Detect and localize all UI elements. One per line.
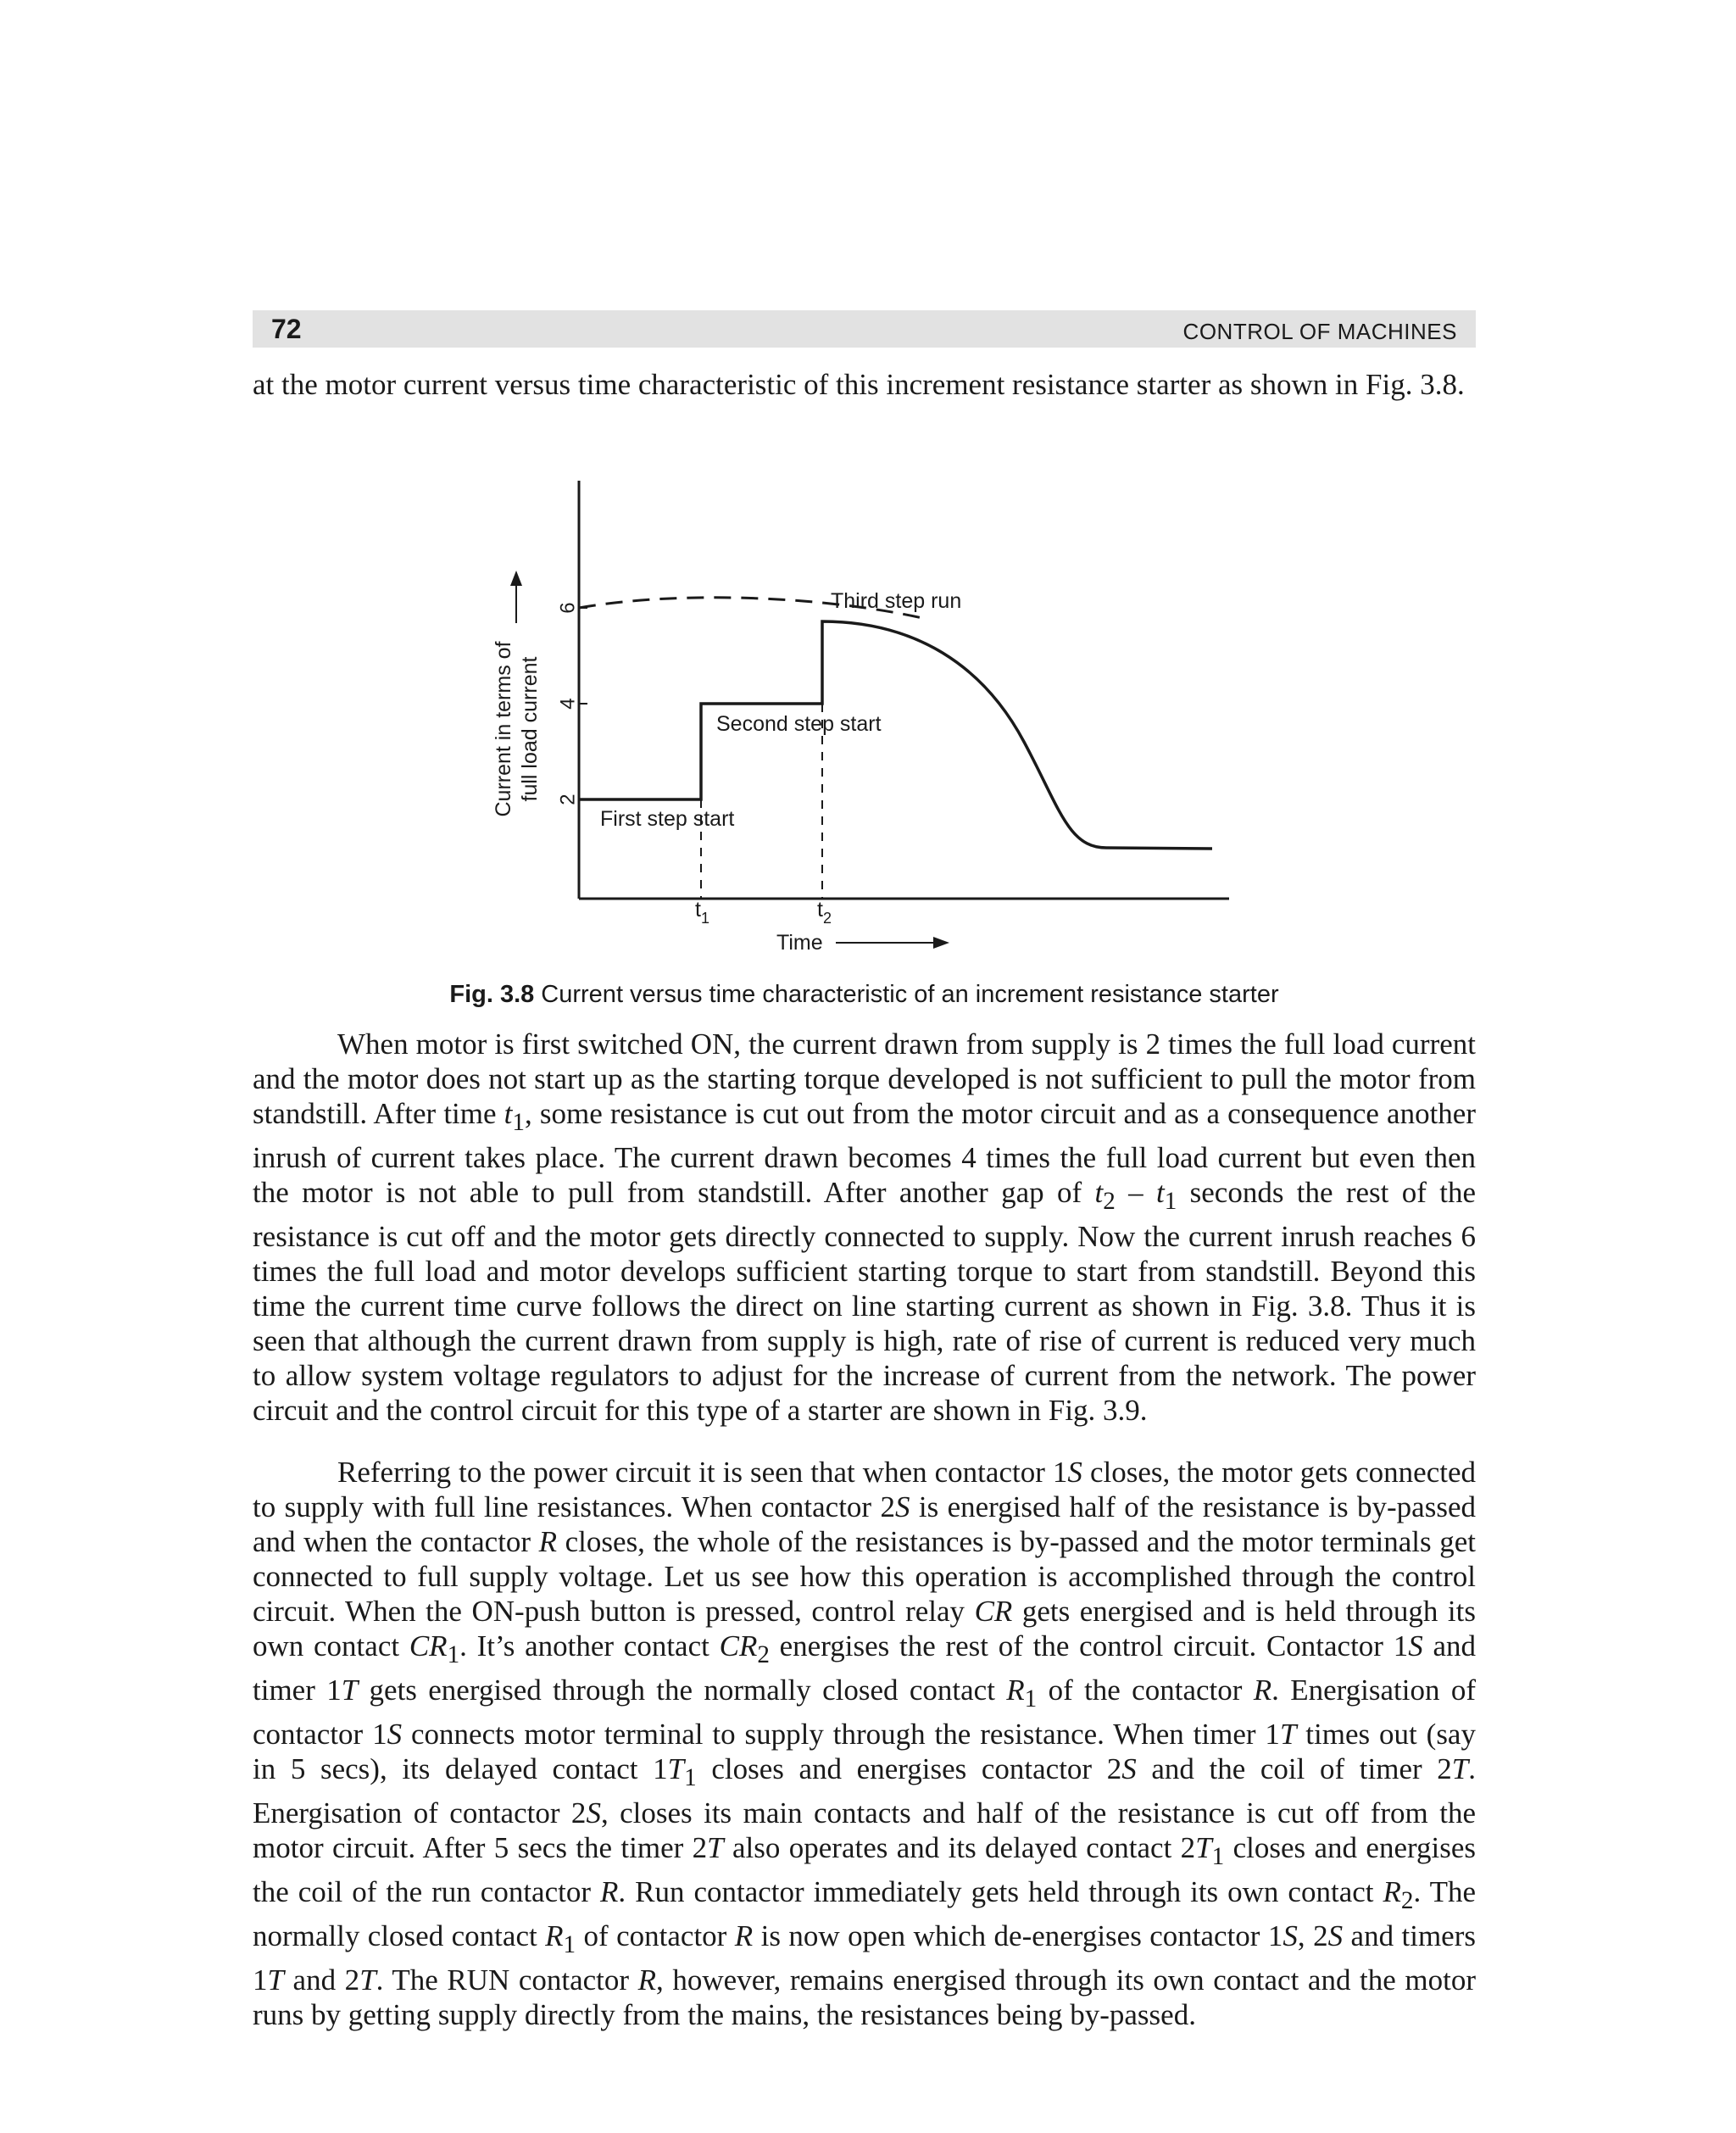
page-number: 72 <box>271 314 302 344</box>
running-header <box>253 310 1476 348</box>
figure-caption-text: Current versus time characteristic of an increment resistance starter <box>541 981 1279 1008</box>
y-axis-label-line1: Current in terms of <box>492 641 515 817</box>
x-tick-t2: $t_2$ <box>817 898 832 927</box>
annotation-third-step-run: Third step run <box>831 589 962 613</box>
intro-paragraph: at the motor current versus time characteristic of this increment resistance starter as shown in Fig. 3.8. <box>253 368 1465 401</box>
figure-caption <box>253 981 1476 1009</box>
paragraph-1: When motor is first switched ON, the current drawn from supply is 2 times the full load current and the motor does not start up as the starting torque developed is not sufficient to pull the motor from standstill. After time $t_1$, some resistance is cut out from the motor circuit and as a consequence another inrush of current takes place. The current drawn becomes 4 times the full load current but even then the motor is not able to pull from standstill. After another gap of $t_2 - t_1$ seconds the rest of the resistance is cut off and the motor gets directly connected to supply. Now the current inrush reaches 6 times the full load and motor develops sufficient starting torque to start from standstill. Beyond this time the current time curve follows the direct on line starting current as shown in Fig. 3.8. Thus it is seen that although the current drawn from supply is high, rate of rise of current is reduced very much to allow system voltage regulators to adjust for the increase of current from the network. The power circuit and the control circuit for this type of a starter are shown in Fig. 3.9. <box>253 1028 1477 1427</box>
figure-3-8 <box>475 471 1238 962</box>
annotation-first-step-start: First step start <box>600 807 735 831</box>
figure-label: Fig. 3.8 <box>449 981 535 1008</box>
x-axis-arrow-head <box>933 937 949 949</box>
y-tick-label-6: 6 <box>556 602 580 614</box>
y-axis-arrow-head <box>510 571 522 586</box>
x-tick-t1: $t_1$ <box>695 898 709 927</box>
current-time-diagram <box>475 471 1238 962</box>
y-axis-label-line2: full load current <box>518 656 542 802</box>
y-tick-label-4: 4 <box>556 698 580 710</box>
x-axis-label: Time <box>776 931 823 955</box>
paragraph-2: Referring to the power circuit it is seen that when contactor 1S closes, the motor gets connected to supply with full line resistances. When contactor 2S is energised half of the resistance is by-passed and when the contactor R closes, the whole of the resistances is by-passed and the motor terminals get connected to full supply voltage. Let us see how this operation is accomplished through the control circuit. When the ON-push button is pressed, control relay CR gets energised and is held through its own contact $CR_1$. It’s another contact $CR_2$ energises the rest of the control circuit. Contactor 1S and timer 1T gets energised through the normally closed contact $R_1$ of the contactor R. Energisation of contactor 1S connects motor terminal to supply through the resistance. When timer 1T times out (say in 5 secs), its delayed contact $1T_1$ closes and energises contactor 2S and the coil of timer 2T. Energisation of contactor 2S, closes its main contacts and half of the resistance is cut off from the motor circuit. After 5 secs the timer 2T also operates and its delayed contact $2T_1$ closes and energises the coil of the run contactor R. Run contactor immediately gets held through its own contact $R_2$. The normally closed contact $R_1$ of contactor R is now open which de-energises contactor 1S, 2S and timers 1T and 2T. The RUN contactor R, however, remains energised through its own contact and the motor runs by getting supply directly from the mains, the resistances being by-passed. <box>253 1456 1477 2031</box>
running-head: CONTROL OF MACHINES <box>1182 319 1457 344</box>
annotation-second-step-start: Second step start <box>716 712 882 736</box>
y-tick-label-2: 2 <box>556 794 580 805</box>
